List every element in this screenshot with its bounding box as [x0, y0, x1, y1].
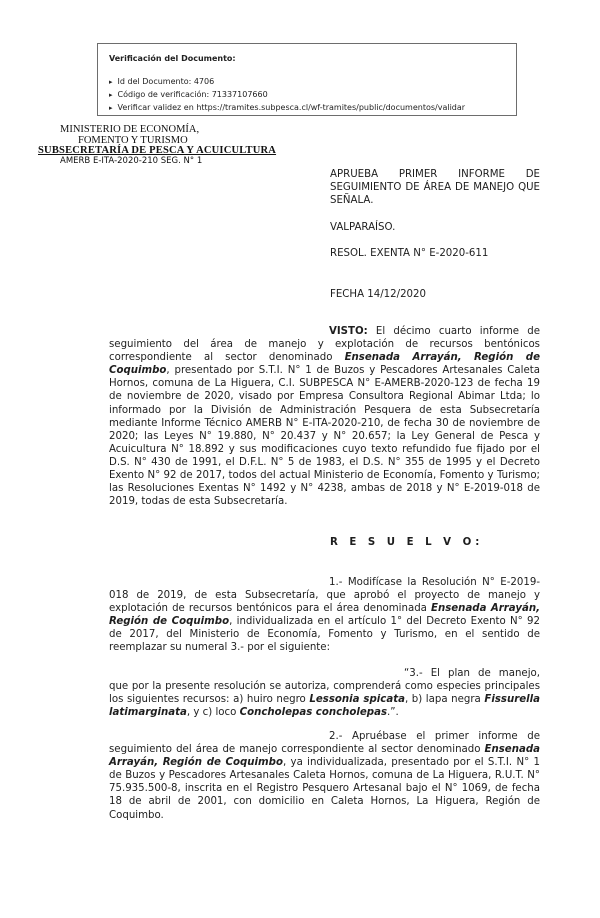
- ministry-name-line2: FOMENTO Y TURISMO: [78, 135, 188, 146]
- quote-text-4: .”.: [387, 707, 399, 719]
- resuelvo-heading: R E S U E L V O:: [330, 537, 484, 548]
- quote-text-2: , b) lapa negra: [404, 694, 485, 706]
- visto-text-2: , presentado por S.T.I. N° 1 de Buzos y Pescadores Artesanales Caleta Hornos, comuna de La Higuera, C.I. SUBPESCA N° E-AMERB-2020-123 de fecha 19 de noviembre de 2020, visado por Empresa Consultora Regional Abimar Ltda; lo informado por la División de Administración Pesquera de esta Subsecretaría mediante Informe Técnico AMERB N° E-ITA-2020-210, de fecha 30 de noviembre de 2020; las Leyes N° 19.880, N° 20.437 y N° 20.657; la Ley General de Pesca y Acuicultura N° 18.892 y sus modificaciones cuyo texto refundido fue fijado por el D.S. N° 430 de 1991, el D.F.L. N° 5 de 1983, el D.S. N° 355 de 1995 y el Decreto Exento N° 92 de 2017, todos del actual Ministerio de Economía, Fomento y Turismo; las Resoluciones Exentas N° 1492 y N° 4238, ambas de 2018 y N° E-2019-018 de 2019, todas de esta Subsecretaría.: [109, 365, 540, 508]
- verification-document-id: ▸ Id del Documento: 4706: [109, 75, 465, 88]
- visto-area-name: Ensenada Arrayán, Región de Coquimbo: [109, 352, 540, 377]
- visto-text-1: El décimo cuarto informe de seguimiento del área de manejo y explotación de recursos bentónicos correspondiente al sector denominado: [109, 326, 540, 364]
- article-2-text-2: , ya individualizada, presentado por el S.T.I. N° 1 de Buzos y Pescadores Artesanales Caleta Hornos, comuna de La Higuera, R.U.T. N° 75.935.500-8, inscrita en el Registro Pesquero Artesanal bajo el N° 1069, de fecha 18 de abril de 2001, con domicilio en Caleta Hornos, La Higuera, Región de Coquimbo.: [109, 757, 540, 821]
- quote-text-3: , y c) loco: [186, 707, 240, 719]
- resolution-subject: APRUEBA PRIMER INFORME DE SEGUIMIENTO DE ÁREA DE MANEJO QUE SEÑALA.: [330, 169, 540, 207]
- verification-list: [109, 75, 465, 114]
- ministry-name-line1: MINISTERIO DE ECONOMÍA,: [60, 124, 200, 135]
- resolution-date: FECHA 14/12/2020: [330, 289, 426, 300]
- article-1-area-name: Ensenada Arrayán, Región de Coquimbo: [109, 603, 540, 628]
- article-1-text-2: , individualizada en el artículo 1° del Decreto Exento N° 92 de 2017, del Ministerio de Economía, Fomento y Turismo, en el sentido de reemplazar su numeral 3.- por el siguiente:: [109, 616, 540, 654]
- species-1: Lessonia spicata: [309, 694, 405, 706]
- visto-paragraph: [109, 325, 540, 508]
- article-1-text-1: 1.- Modifícase la Resolución N° E-2019-018 de 2019, de esta Subsecretaría, que aprobó el proyecto de manejo y explotación de recursos bentónicos para el área denominada: [109, 577, 540, 615]
- verification-code: ▸ Código de verificación: 71337107660: [109, 88, 465, 101]
- subsecretaria-heading: SUBSECRETARÍA DE PESCA Y ACUICULTURA: [38, 145, 277, 156]
- article-1-paragraph: [109, 576, 540, 655]
- verification-box: [97, 43, 517, 116]
- resolution-number: RESOL. EXENTA N° E-2020-611: [330, 248, 489, 259]
- visto-label: VISTO:: [329, 326, 368, 337]
- verification-title: Verificación del Documento:: [109, 54, 236, 63]
- numeral-3-quote: [109, 667, 540, 719]
- verification-link[interactable]: ▸ Verificar validez en https://tramites.subpesca.cl/wf-tramites/public/documentos/validar: [109, 101, 465, 114]
- species-3: Concholepas concholepas: [239, 707, 388, 719]
- article-2-area-name: Ensenada Arrayán, Región de Coquimbo: [109, 744, 540, 769]
- reference-code: AMERB E-ITA-2020-210 SEG. N° 1: [60, 156, 203, 166]
- species-2: Fissurella latimarginata: [109, 694, 541, 719]
- city-line: VALPARAÍSO.: [330, 222, 396, 233]
- quote-text-1: “3.- El plan de manejo, que por la presente resolución se autoriza, comprenderá como especies principales los siguientes recursos: a) huiro negro: [109, 668, 540, 706]
- article-2-paragraph: [109, 730, 540, 822]
- article-2-text-1: 2.- Apruébase el primer informe de seguimiento del área de manejo correspondiente al sector denominado: [109, 731, 540, 756]
